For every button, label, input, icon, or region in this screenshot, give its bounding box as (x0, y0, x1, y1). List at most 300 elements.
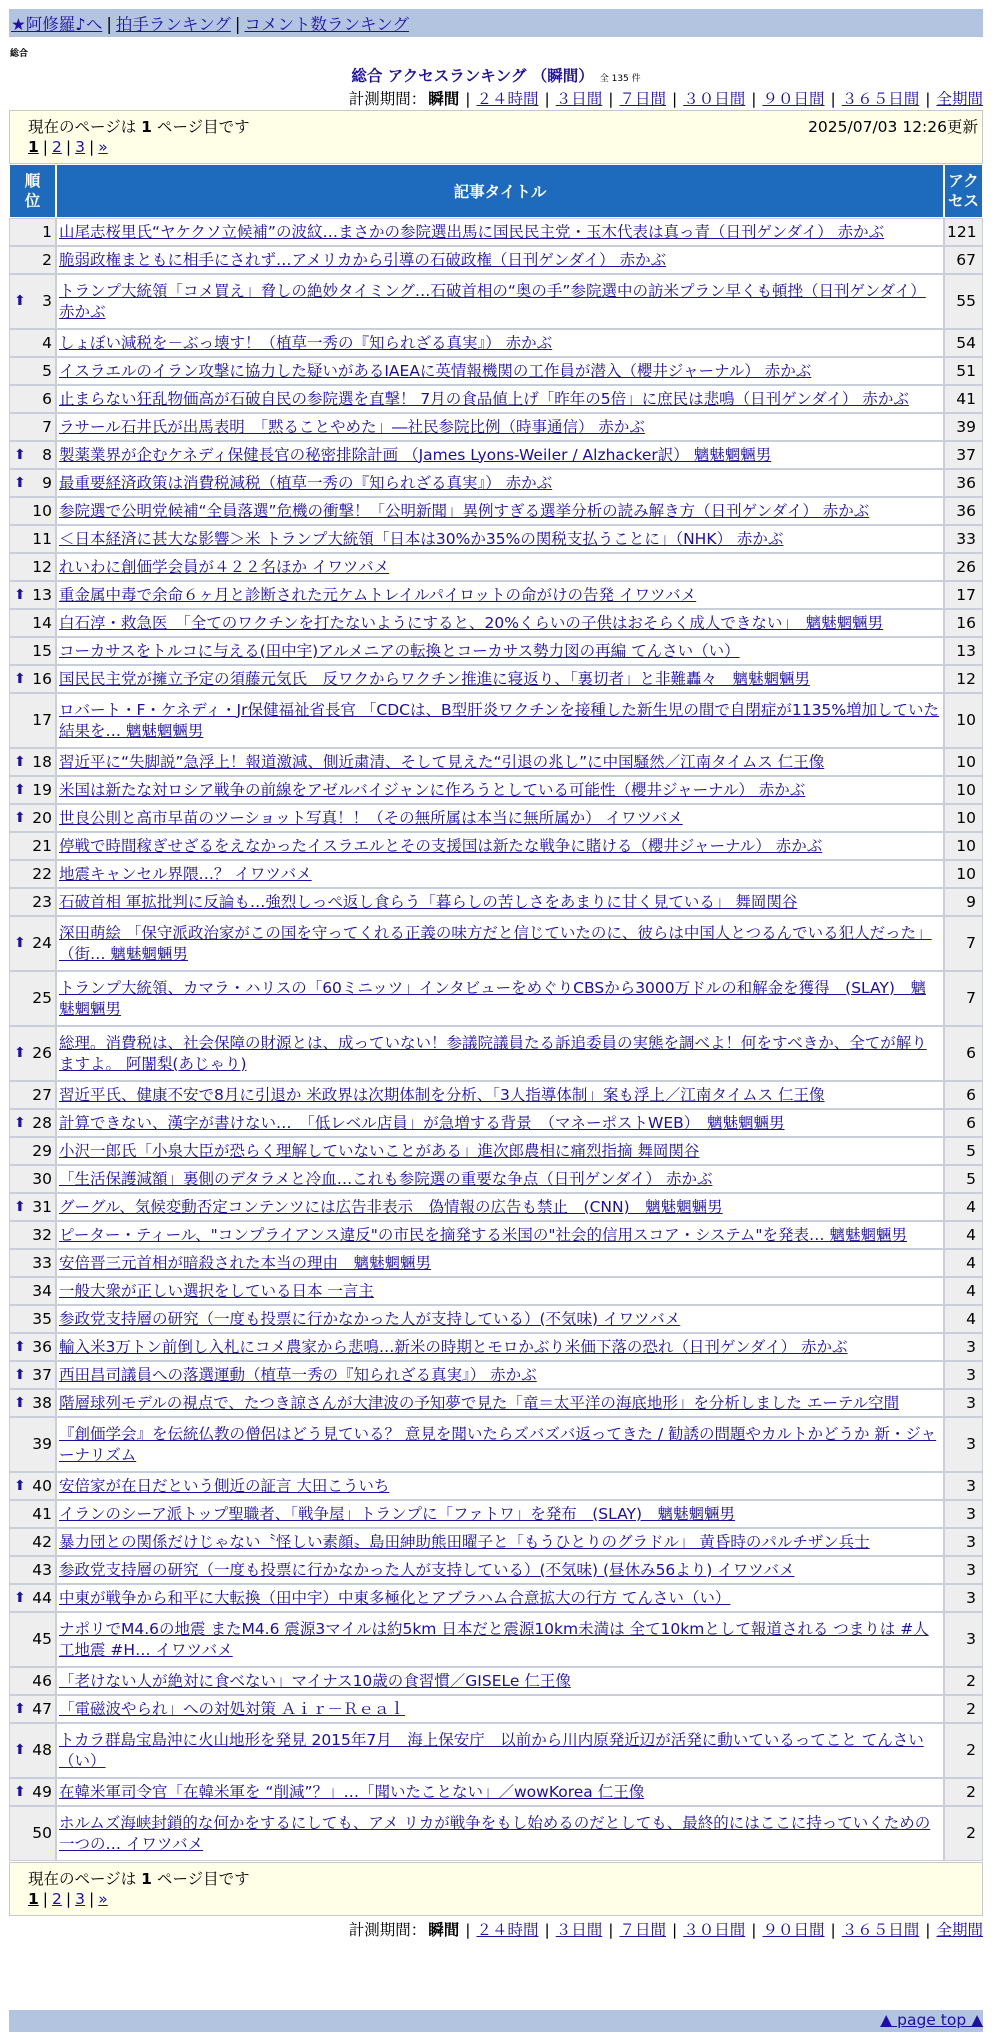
page-link-3[interactable]: 3 (75, 1890, 86, 1908)
access-count: 3 (944, 1389, 983, 1417)
table-row (9, 441, 983, 469)
article-link[interactable]: イランのシーア派トップ聖職者、「戦争屋」トランプに「ファトワ」を発布 (SLAY) 魑魅魍魎男 (59, 1504, 735, 1523)
rank-cell (9, 1723, 56, 1778)
article-link[interactable]: 国民民主党が擁立予定の須藤元気氏 反ワクからワクチン推進に寝返り、「裏切者」と非難轟々 魑魅魍魎男 (59, 669, 810, 688)
rank-cell (9, 581, 56, 609)
rank-cell (9, 1695, 56, 1723)
table-row (9, 329, 983, 357)
table-row (9, 413, 983, 441)
access-count: 10 (944, 832, 983, 860)
rank-number: 19 (32, 780, 52, 799)
article-link[interactable]: 在韓米軍司令官「在韓米軍を “削減”？」…「聞いたことない」／wowKorea 仁王像 (59, 1782, 645, 1801)
table-row (9, 1695, 983, 1723)
rank-cell (9, 1221, 56, 1249)
rank-cell (9, 776, 56, 804)
access-count: 36 (944, 469, 983, 497)
title-cell (56, 469, 944, 497)
rank-cell (9, 1612, 56, 1667)
table-row (9, 246, 983, 274)
pager-bottom (9, 1862, 983, 1916)
title-cell (56, 385, 944, 413)
access-count: 4 (944, 1305, 983, 1333)
article-link[interactable]: 世良公則と高市早苗のツーショット写真！！（その無所属は本当に無所属か） イワツバメ (59, 808, 683, 827)
home-link[interactable]: ★阿修羅♪へ (11, 15, 103, 34)
period-link[interactable]: 全期間 (936, 90, 983, 108)
period-separator: | (672, 1921, 678, 1939)
article-link[interactable]: 製薬業界が企むケネディ保健長官の秘密排除計画 （James Lyons-Weiler / Alzhacker訳） 魑魅魍魎男 (59, 445, 772, 464)
article-link[interactable]: 山尾志桜里氏“ヤケクソ立候補”の波紋…まさかの参院選出馬に国民民主党・玉木代表は真っ青（日刊ゲンダイ） 赤かぶ (59, 222, 885, 241)
rank-number: 8 (42, 445, 52, 464)
article-link[interactable]: れいわに創価学会員が４２２名ほか イワツバメ (59, 557, 390, 576)
rank-number: 30 (32, 1169, 52, 1188)
title-cell (56, 1305, 944, 1333)
rank-up-arrow-icon: ⬆ (14, 753, 26, 770)
access-count: 2 (944, 1667, 983, 1695)
title-cell (56, 860, 944, 888)
table-row (9, 1361, 983, 1389)
table-row (9, 1723, 983, 1778)
article-link[interactable]: ロバート・F・ケネディ・Jr保健福祉省長官 「CDCは、B型肝炎ワクチンを接種した新生児の間で自閉症が1135%増加していた結果を… 魑魅魍魎男 (59, 700, 940, 740)
rank-cell (9, 1305, 56, 1333)
rank-number: 44 (32, 1588, 52, 1607)
access-count: 3 (944, 1584, 983, 1612)
period-separator: | (544, 1921, 550, 1939)
title-cell (56, 1528, 944, 1556)
table-row (9, 1667, 983, 1695)
title-cell (56, 832, 944, 860)
access-count: 26 (944, 553, 983, 581)
rank-cell (9, 832, 56, 860)
period-separator: | (925, 1921, 931, 1939)
rank-number: 39 (32, 1435, 52, 1453)
title-cell (56, 1221, 944, 1249)
rank-number: 33 (32, 1253, 52, 1272)
title-cell (56, 1193, 944, 1221)
rank-cell (9, 1528, 56, 1556)
title-cell (56, 916, 944, 971)
table-row (9, 1584, 983, 1612)
table-row (9, 274, 983, 329)
period-link[interactable]: ２４時間 (476, 1921, 539, 1939)
rank-number: 43 (32, 1560, 52, 1579)
title-cell (56, 1109, 944, 1137)
article-link[interactable]: 参院選で公明党候補“全員落選”危機の衝撃！「公明新聞」異例すぎる選挙分析の読み解き方（日刊ゲンダイ） 赤かぶ (59, 501, 870, 520)
article-link[interactable]: イスラエルのイラン攻撃に協力した疑いがあるIAEAに英情報機関の工作員が潜入（櫻井ジャーナル） 赤かぶ (59, 361, 812, 380)
period-separator: | (544, 90, 550, 108)
access-count: 37 (944, 441, 983, 469)
rank-number: 14 (32, 613, 52, 632)
rank-cell (9, 357, 56, 385)
rank-cell (9, 413, 56, 441)
article-link[interactable]: 習近平氏、健康不安で8月に引退か 米政界は次期体制を分析、「3人指導体制」案も浮上／江南タイムス 仁王像 (59, 1085, 825, 1104)
rank-cell (9, 497, 56, 525)
table-row (9, 804, 983, 832)
rank-cell (9, 1417, 56, 1472)
rank-number: 49 (32, 1782, 52, 1801)
bottom-nav (9, 2010, 983, 2032)
rank-number: 26 (32, 1044, 52, 1062)
table-row (9, 693, 983, 748)
table-row (9, 1221, 983, 1249)
rank-number: 15 (32, 641, 52, 660)
period-separator: | (830, 1921, 836, 1939)
access-count: 6 (944, 1109, 983, 1137)
rank-cell (9, 1193, 56, 1221)
rank-number: 13 (32, 585, 52, 604)
rank-number: 6 (42, 389, 52, 408)
rank-cell (9, 553, 56, 581)
title-cell (56, 1361, 944, 1389)
access-count: 10 (944, 860, 983, 888)
title-cell (56, 357, 944, 385)
article-link[interactable]: 重金属中毒で余命６ヶ月と診断された元ケムトレイルパイロットの命がけの告発 イワツバメ (59, 585, 697, 604)
article-link[interactable]: トランプ大統領、カマラ・ハリスの「60ミニッツ」インタビューをめぐりCBSから3000万ドルの和解金を獲得 (SLAY) 魑魅魍魎男 (59, 978, 926, 1018)
period-separator: | (925, 90, 931, 108)
genre-label: 総合 (10, 49, 29, 59)
period-separator: | (830, 90, 836, 108)
article-link[interactable]: 安倍家が在日だという側近の証言 大田こういち (59, 1476, 390, 1495)
article-link[interactable]: 階層球列モデルの視点で、たつき諒さんが大津波の予知夢で見た「竜＝太平洋の海底地形」を分析しました エーテル空間 (59, 1393, 900, 1412)
pager-top (9, 110, 983, 164)
ranking-table (9, 164, 983, 1861)
article-link[interactable]: 石破首相 軍拡批判に反論も…強烈しっぺ返し食らう「暮らしの苦しさをあまりに甘く見ている」 舞岡関谷 (59, 892, 798, 911)
article-link[interactable]: 米国は新たな対ロシア戦争の前線をアゼルバイジャンに作ろうとしている可能性（櫻井ジャーナル） 赤かぶ (59, 780, 806, 799)
article-link[interactable]: 参政党支持層の研究（一度も投票に行かなかった人が支持している）(不気味) (昼休み56より) イワツバメ (59, 1560, 795, 1579)
rank-cell (9, 609, 56, 637)
rank-cell (9, 665, 56, 693)
article-link[interactable]: 白石淳・救急医 「全てのワクチンを打たないようにすると、20%くらいの子供はおそらく成人できない」 魑魅魍魎男 (59, 613, 884, 632)
table-row (9, 1165, 983, 1193)
article-link[interactable]: 計算できない、漢字が書けない… 「低レベル店員」が急増する背景 （マネーポストWEB） 魑魅魍魎男 (59, 1113, 785, 1132)
rank-cell (9, 1026, 56, 1081)
rank-number: 47 (32, 1699, 52, 1718)
period-link[interactable]: ２４時間 (476, 90, 539, 108)
rank-number: 10 (32, 501, 52, 520)
rank-cell (9, 693, 56, 748)
access-count: 121 (944, 218, 983, 246)
rank-cell (9, 1584, 56, 1612)
article-link[interactable]: 『創価学会』を伝統仏教の僧侶はどう見ている？ 意見を聞いたらズバズバ返ってきた / 勧誘の問題やカルトかどうか 新・ジャーナリズム (59, 1424, 937, 1464)
rank-number: 29 (32, 1141, 52, 1160)
rank-cell (9, 1249, 56, 1277)
rank-number: 36 (32, 1337, 52, 1356)
title-cell (56, 1472, 944, 1500)
table-row (9, 1472, 983, 1500)
table-row (9, 1778, 983, 1806)
rank-number: 2 (42, 250, 52, 269)
article-link[interactable]: 小沢一郎氏「小泉大臣が恐らく理解していないことがある」進次郎農相に痛烈指摘 舞岡関谷 (59, 1141, 700, 1160)
title-cell (56, 1249, 944, 1277)
period-link[interactable]: 全期間 (936, 1921, 983, 1939)
article-link[interactable]: 総理。消費税は、社会保障の財源とは、成っていない！参議院議員たる訴追委員の実態を調べよ！何をすべきか、全てが解りますよ。 阿闍梨(あじゃり) (59, 1033, 927, 1073)
table-row (9, 748, 983, 776)
rank-cell (9, 1361, 56, 1389)
article-link[interactable]: 一般大衆が正しい選択をしている日本 一言主 (59, 1281, 374, 1300)
next-page-link[interactable]: » (98, 138, 108, 156)
title-cell (56, 1584, 944, 1612)
access-count: 9 (944, 888, 983, 916)
rank-number: 11 (32, 529, 52, 548)
title-cell (56, 1612, 944, 1667)
period-separator: | (672, 90, 678, 108)
period-separator: | (751, 1921, 757, 1939)
next-page-link[interactable]: » (98, 1890, 108, 1908)
rank-cell (9, 1165, 56, 1193)
period-link[interactable]: ３６５日間 (841, 1921, 920, 1939)
rank-cell (9, 637, 56, 665)
current-page-text: 現在のページは 1 ページ目です (28, 118, 250, 136)
rank-up-arrow-icon: ⬆ (14, 670, 26, 687)
clap-ranking-link[interactable]: 拍手ランキング (115, 15, 231, 34)
article-link[interactable]: 地震キャンセル界隈…？ イワツバメ (59, 864, 312, 883)
table-row (9, 609, 983, 637)
rank-up-arrow-icon: ⬆ (14, 293, 26, 309)
page-links (28, 138, 108, 156)
access-count: 5 (944, 1137, 983, 1165)
title-cell (56, 693, 944, 748)
access-count: 6 (944, 1026, 983, 1081)
access-count: 2 (944, 1695, 983, 1723)
table-header (9, 164, 983, 218)
table-row (9, 1612, 983, 1667)
rank-cell (9, 385, 56, 413)
access-count: 3 (944, 1361, 983, 1389)
page-title-text: 総合 アクセスランキング （瞬間） (351, 67, 594, 85)
header-access: アクセス (944, 164, 983, 218)
page-separator: | (42, 138, 49, 156)
article-link[interactable]: 「電磁波やられ」への対処対策 Ａｉｒ－Ｒｅａｌ (59, 1699, 405, 1718)
table-row (9, 385, 983, 413)
access-count: 3 (944, 1333, 983, 1361)
rank-up-arrow-icon: ⬆ (14, 1338, 26, 1355)
title-cell (56, 971, 944, 1026)
article-link[interactable]: トランプ大統領「コメ買え」脅しの絶妙タイミング…石破首相の“奥の手”参院選中の訪米プラン早くも頓挫（日刊ゲンダイ） 赤かぶ (59, 281, 926, 321)
rank-cell (9, 1500, 56, 1528)
period-link[interactable]: ３日間 (555, 90, 603, 108)
title-cell (56, 1333, 944, 1361)
rank-up-arrow-icon: ⬆ (14, 446, 26, 463)
article-link[interactable]: グーグル、気候変動否定コンテンツには広告非表示 偽情報の広告も禁止 (CNN) 魑魅魍魎男 (59, 1197, 723, 1216)
article-link[interactable]: ラサール石井氏が出馬表明 「黙ることやめた」―社民参院比例（時事通信） 赤かぶ (59, 417, 645, 436)
rank-number: 9 (42, 473, 52, 492)
period-link[interactable]: ３０日間 (683, 1921, 746, 1939)
access-count: 10 (944, 804, 983, 832)
table-row (9, 218, 983, 246)
table-row (9, 1806, 983, 1861)
rank-number: 17 (32, 711, 52, 729)
access-count: 3 (944, 1612, 983, 1667)
rank-up-arrow-icon: ⬆ (14, 1198, 26, 1215)
title-cell (56, 1081, 944, 1109)
table-row (9, 665, 983, 693)
rank-number: 46 (32, 1671, 52, 1690)
access-count: 10 (944, 776, 983, 804)
rank-up-arrow-icon: ⬆ (14, 1477, 26, 1494)
period-selector-top (349, 87, 983, 109)
article-link[interactable]: ＜日本経済に甚大な影響＞米 トランプ大統領「日本は30%か35%の関税支払うことに」（NHK） 赤かぶ (59, 529, 784, 548)
rank-number: 48 (32, 1741, 52, 1759)
rank-number: 42 (32, 1532, 52, 1551)
title-cell (56, 497, 944, 525)
rank-number: 20 (32, 808, 52, 827)
period-separator: | (465, 1921, 471, 1939)
title-cell (56, 1556, 944, 1584)
period-link[interactable]: ７日間 (619, 90, 666, 108)
title-cell (56, 441, 944, 469)
rank-up-arrow-icon: ⬆ (14, 1700, 26, 1717)
rank-cell (9, 469, 56, 497)
article-link[interactable]: 止まらない狂乱物価高が石破自民の参院選を直撃！ 7月の食品値上げ「昨年の5倍」に庶民は悲鳴（日刊ゲンダイ） 赤かぶ (59, 389, 909, 408)
title-cell (56, 525, 944, 553)
access-count: 16 (944, 609, 983, 637)
article-link[interactable]: 安倍晋三元首相が暗殺された本当の理由 魑魅魍魎男 (59, 1253, 432, 1272)
table-row (9, 357, 983, 385)
table-row (9, 888, 983, 916)
access-count: 2 (944, 1806, 983, 1861)
access-count: 55 (944, 274, 983, 329)
table-row (9, 916, 983, 971)
table-row (9, 1305, 983, 1333)
period-selector-bottom (349, 1918, 983, 1940)
top-nav (9, 9, 983, 37)
rank-up-arrow-icon: ⬆ (14, 1783, 26, 1800)
article-link[interactable]: 輸入米3万トン前倒し入札にコメ農家から悲鳴…新米の時期とモロかぶり米価下落の恐れ（日刊ゲンダイ） 赤かぶ (59, 1337, 848, 1356)
article-link[interactable]: コーカサスをトルコに与える(田中宇)アルメニアの転換とコーカサス勢力図の再編 てんさい（い） (59, 641, 740, 660)
article-link[interactable]: 西田昌司議員への落選運動（植草一秀の『知られざる真実』） 赤かぶ (59, 1365, 537, 1384)
page-link-2[interactable]: 2 (52, 1890, 62, 1908)
nav-separator: | (106, 15, 112, 34)
period-link[interactable]: ７日間 (619, 1921, 666, 1939)
rank-number: 7 (42, 417, 52, 436)
page-link-2[interactable]: 2 (52, 138, 62, 156)
rank-number: 37 (32, 1365, 52, 1384)
table-row (9, 581, 983, 609)
updated-time: 2025/07/03 12:26更新 (808, 118, 978, 136)
period-link[interactable]: ９０日間 (762, 1921, 825, 1939)
comment-ranking-link[interactable]: コメント数ランキング (244, 15, 409, 34)
article-link[interactable]: 参政党支持層の研究（一度も投票に行かなかった人が支持している）(不気味) イワツバメ (59, 1309, 681, 1328)
title-cell (56, 1165, 944, 1193)
rank-number: 4 (42, 333, 52, 352)
period-link[interactable]: ９０日間 (762, 90, 825, 108)
current-page-text: 現在のページは 1 ページ目です (28, 1870, 250, 1888)
title-cell (56, 804, 944, 832)
page-link-1[interactable]: 1 (28, 138, 39, 156)
article-link[interactable]: ナポリでM4.6の地震 またM4.6 震源3マイルは約5km 日本だと震源10km未満は 全て10kmとして報道される つまりは #人工地震 #H… イワツバメ (59, 1619, 929, 1659)
rank-up-arrow-icon: ⬆ (14, 1114, 26, 1131)
access-count: 7 (944, 916, 983, 971)
page-separator: | (42, 1890, 49, 1908)
article-link[interactable]: 習近平に“失脚説”急浮上！報道激減、側近粛清、そして見えた“引退の兆し”に中国騒然／江南タイムス 仁王像 (59, 752, 825, 771)
title-cell (56, 1137, 944, 1165)
article-link[interactable]: 脆弱政権まともに相手にされず…アメリカから引導の石破政権（日刊ゲンダイ） 赤かぶ (59, 250, 667, 269)
title-cell (56, 274, 944, 329)
rank-cell (9, 1277, 56, 1305)
article-link[interactable]: ホルムズ海峡封鎖的な何かをするにしても、アメ リカが戦争をもし始めるのだとしても、最終的にはここに持っていくための一つの… イワツバメ (59, 1813, 931, 1853)
table-row (9, 1277, 983, 1305)
rank-number: 50 (32, 1824, 52, 1842)
period-link[interactable]: ３０日間 (683, 90, 746, 108)
table-row (9, 1193, 983, 1221)
article-link[interactable]: 「老けない人が絶対に食べない」マイナス10歳の食習慣／GISELe 仁王像 (59, 1671, 571, 1690)
access-count: 10 (944, 693, 983, 748)
article-link[interactable]: 深田萌絵 「保守派政治家がこの国を守ってくれる正義の味方だと信じていたのに、彼らは中国人とつるんでいる犯人だった」（街… 魑魅魍魎男 (59, 923, 932, 963)
rank-cell (9, 218, 56, 246)
article-link[interactable]: しょぼい減税を－ぶっ壊す！（植草一秀の『知られざる真実』） 赤かぶ (59, 333, 553, 352)
title-cell (56, 888, 944, 916)
article-link[interactable]: 「生活保護減額」裏側のデタラメと冷血…これも参院選の重要な争点（日刊ゲンダイ） 赤かぶ (59, 1169, 713, 1188)
article-link[interactable]: 中東が戦争から和平に大転換（田中宇）中東多極化とアブラハム合意拡大の行方 てんさい（い） (59, 1588, 731, 1607)
article-link[interactable]: 最重要経済政策は消費税減税（植草一秀の『知られざる真実』） 赤かぶ (59, 473, 553, 492)
page-separator: | (65, 138, 72, 156)
page-top-link[interactable]: ▲ page top ▲ (880, 2011, 983, 2029)
rank-number: 32 (32, 1225, 52, 1244)
title-cell (56, 1778, 944, 1806)
title-cell (56, 1500, 944, 1528)
period-current: 瞬間 (428, 90, 460, 108)
page-link-1[interactable]: 1 (28, 1890, 39, 1908)
access-count: 10 (944, 748, 983, 776)
access-count: 3 (944, 1417, 983, 1472)
title-cell (56, 609, 944, 637)
rank-cell (9, 441, 56, 469)
title-cell (56, 246, 944, 274)
rank-number: 40 (32, 1476, 52, 1495)
period-link[interactable]: ３６５日間 (841, 90, 920, 108)
access-count: 51 (944, 357, 983, 385)
rank-number: 5 (42, 361, 52, 380)
header-title: 記事タイトル (56, 164, 944, 218)
access-count: 41 (944, 385, 983, 413)
article-link[interactable]: 停戦で時間稼ぎせざるをえなかったイスラエルとその支援国は新たな戦争に賭ける（櫻井ジャーナル） 赤かぶ (59, 836, 823, 855)
access-count: 2 (944, 1723, 983, 1778)
period-separator: | (751, 90, 757, 108)
table-row (9, 776, 983, 804)
rank-cell (9, 1472, 56, 1500)
rank-up-arrow-icon: ⬆ (14, 1045, 26, 1061)
title-cell (56, 218, 944, 246)
article-link[interactable]: 暴力団との関係だけじゃない〝怪しい素顔〟島田紳助熊田曜子と「もうひとりのグラドル」 黄昏時のパルチザン兵士 (59, 1532, 870, 1551)
title-cell (56, 413, 944, 441)
rank-cell (9, 274, 56, 329)
rank-number: 34 (32, 1281, 52, 1300)
table-row (9, 637, 983, 665)
rank-cell (9, 860, 56, 888)
rank-number: 41 (32, 1504, 52, 1523)
rank-number: 28 (32, 1113, 52, 1132)
article-link[interactable]: トカラ群島宝島沖に火山地形を発見 2015年7月 海上保安庁 以前から川内原発近辺が活発に動いているってこと てんさい（い） (59, 1730, 924, 1770)
rank-cell (9, 748, 56, 776)
title-cell (56, 637, 944, 665)
rank-up-arrow-icon: ⬆ (14, 586, 26, 603)
rank-up-arrow-icon: ⬆ (14, 809, 26, 826)
period-link[interactable]: ３日間 (555, 1921, 603, 1939)
table-row (9, 1333, 983, 1361)
rank-up-arrow-icon: ⬆ (14, 781, 26, 798)
page-separator: | (89, 1890, 95, 1908)
title-cell (56, 1667, 944, 1695)
article-link[interactable]: ピーター・ティール、"コンプライアンス違反"の市民を摘発する米国の"社会的信用スコア・システム"を発表… 魑魅魍魎男 (59, 1225, 907, 1244)
rank-number: 25 (32, 989, 52, 1007)
page-link-3[interactable]: 3 (75, 138, 86, 156)
page-separator: | (89, 138, 95, 156)
rank-number: 27 (32, 1085, 52, 1104)
access-count: 4 (944, 1193, 983, 1221)
rank-cell (9, 1333, 56, 1361)
page-separator: | (65, 1890, 72, 1908)
period-current: 瞬間 (428, 1921, 460, 1939)
table-row (9, 832, 983, 860)
